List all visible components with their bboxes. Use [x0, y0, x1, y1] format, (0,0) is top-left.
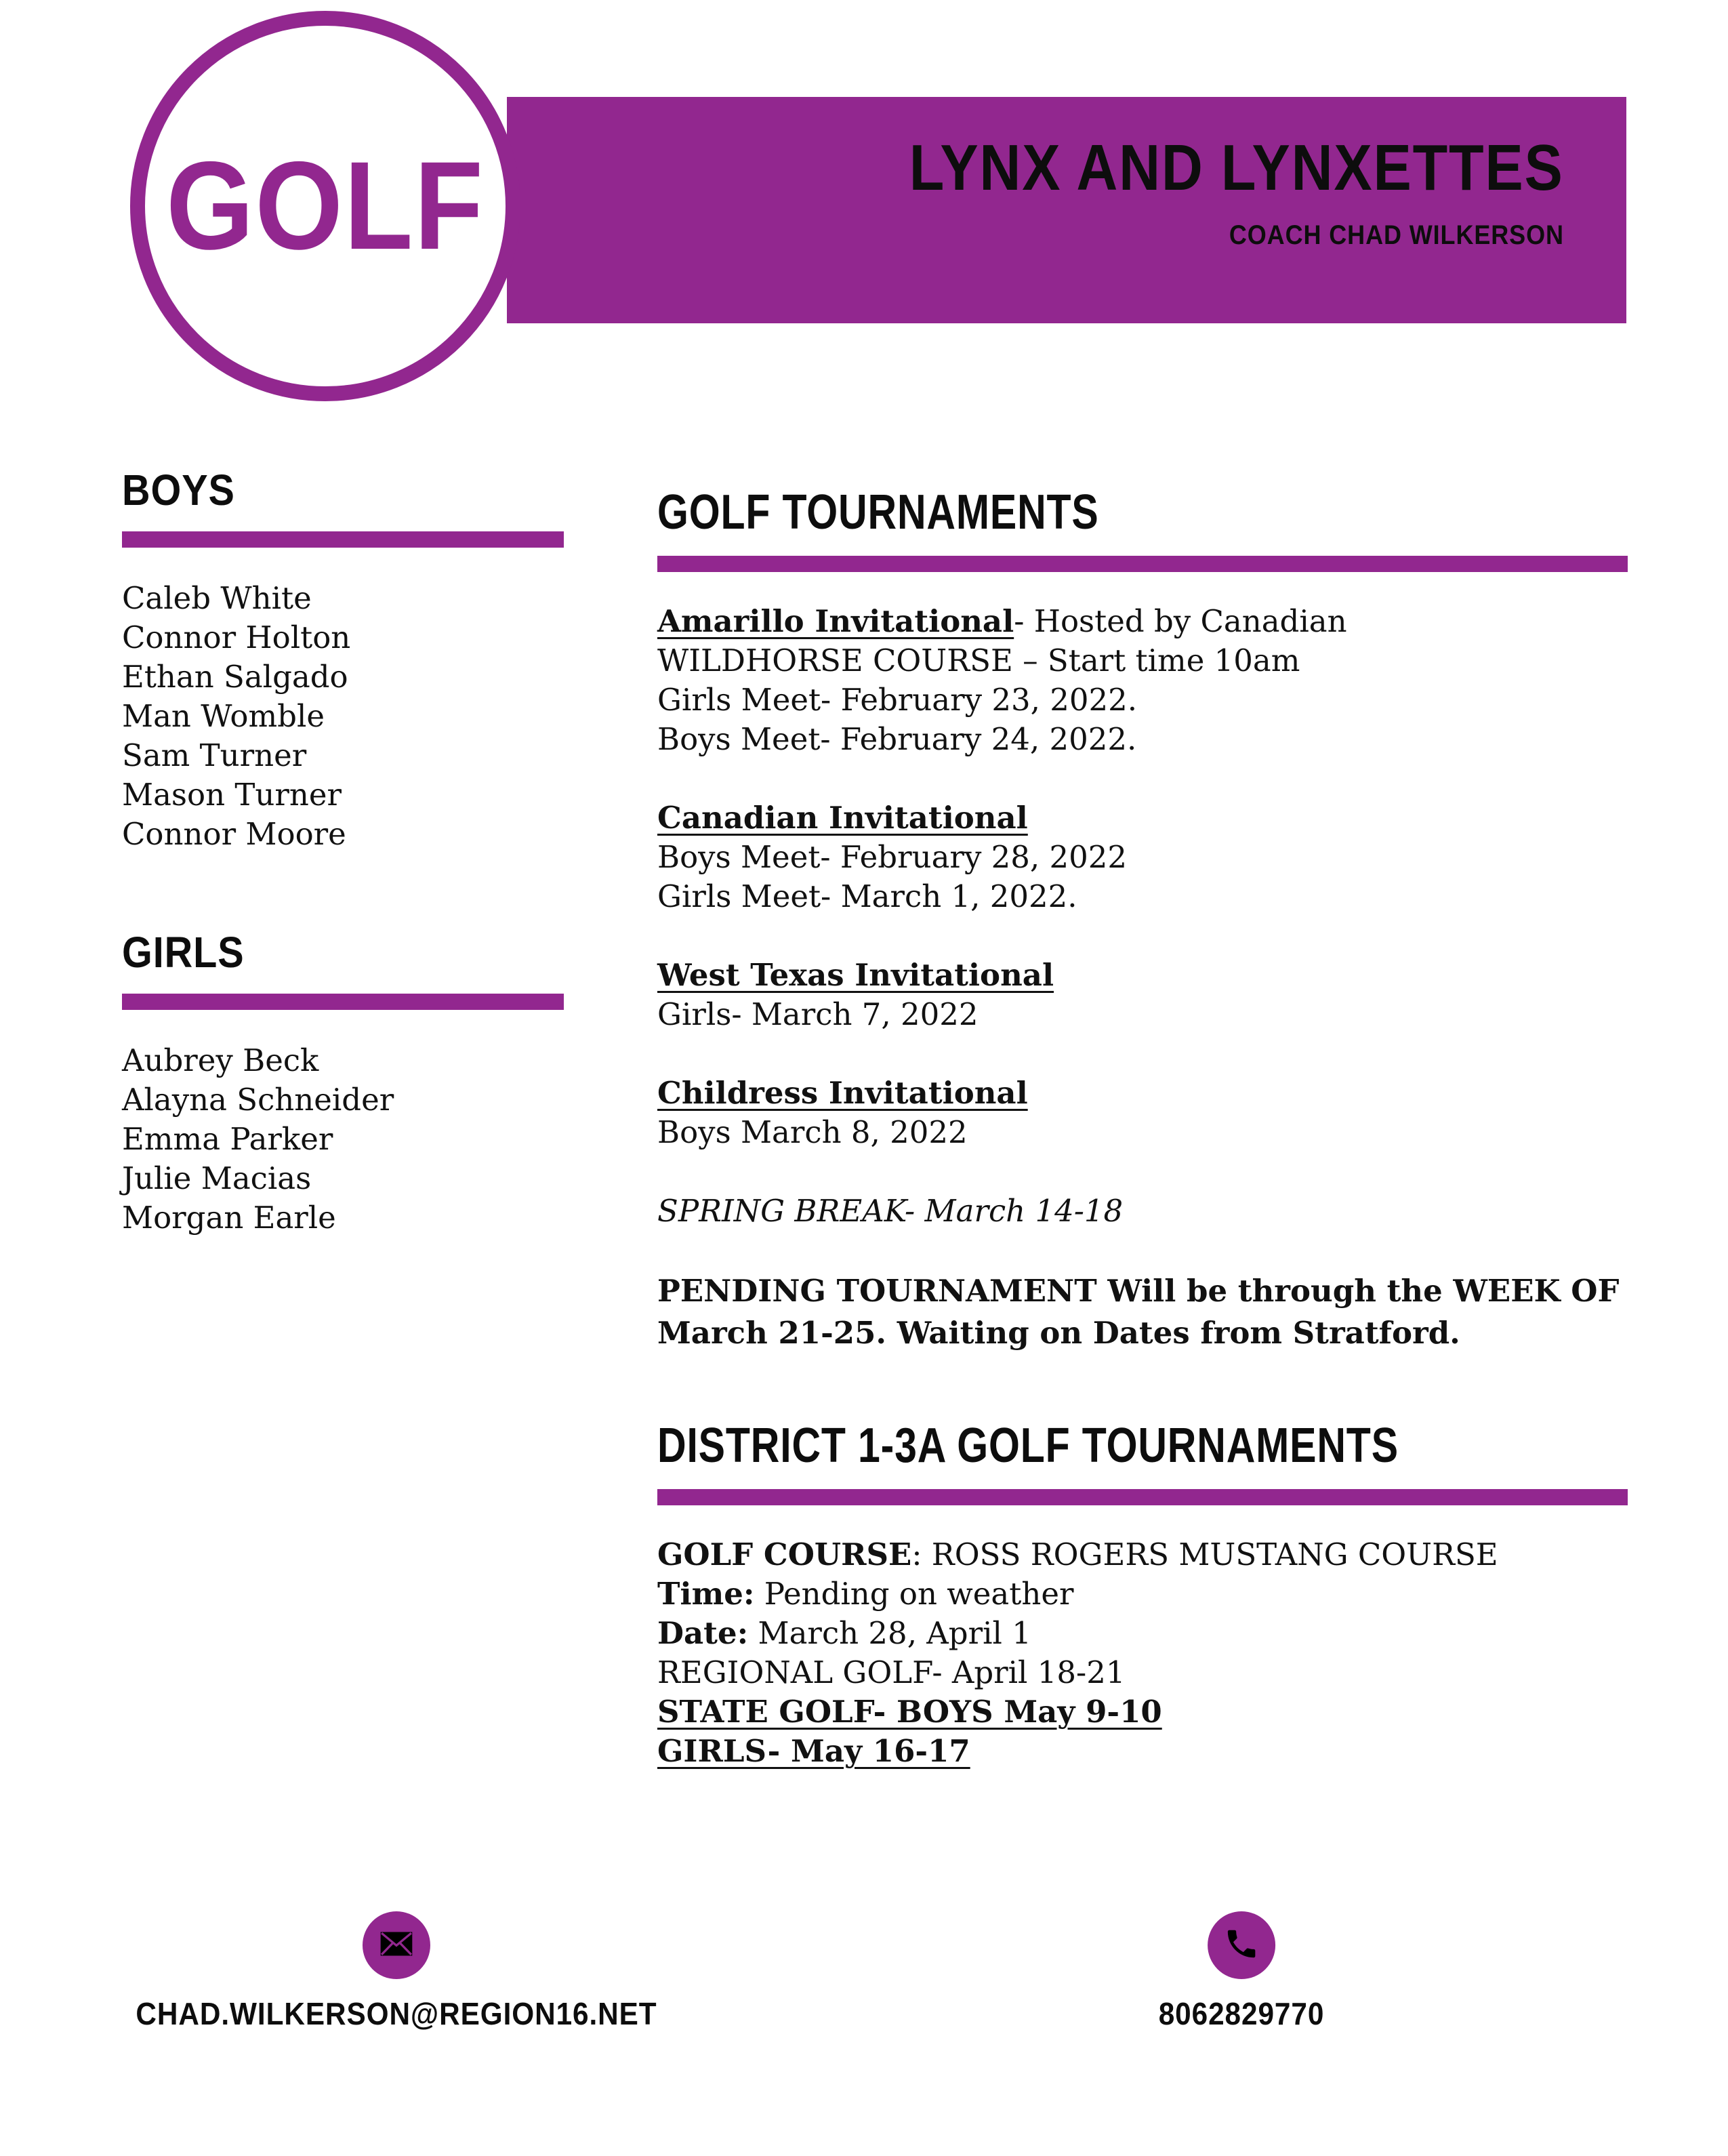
event-detail: Girls- March 7, 2022 — [657, 996, 979, 1032]
district-state-boys-line: STATE GOLF- BOYS May 9-10 — [657, 1694, 1162, 1730]
page-title: LYNX AND LYNXETTES — [909, 131, 1564, 204]
event-detail: Boys March 8, 2022 — [657, 1114, 968, 1150]
district-details — [657, 1535, 1628, 1771]
event-title-line — [657, 956, 1628, 995]
pending-line: March 21-25. Waiting on Dates from Stratford. — [657, 1315, 1460, 1351]
phone-icon — [1223, 1926, 1260, 1965]
girls-heading: GIRLS — [122, 928, 245, 977]
event-detail: Girls Meet- March 1, 2022. — [657, 878, 1077, 914]
district-date-line: Date: March 28, April 1 — [657, 1615, 1031, 1651]
list-item: Julie Macias — [122, 1160, 312, 1196]
event-name: Canadian Invitational — [657, 800, 1028, 836]
district-course-line: GOLF COURSE: ROSS ROGERS MUSTANG COURSE — [657, 1537, 1498, 1572]
boys-heading: BOYS — [122, 466, 235, 514]
list-item: Mason Turner — [122, 777, 342, 813]
phone-number: 8062829770 — [1158, 1996, 1325, 2031]
spring-break-note: SPRING BREAK- March 14-18 — [657, 1193, 1124, 1229]
pending-line: PENDING TOURNAMENT Will be through the WEEK OF — [657, 1273, 1620, 1309]
event-title-line — [657, 602, 1628, 641]
pending-tournament-note — [657, 1270, 1628, 1354]
envelope-icon — [377, 1925, 415, 1966]
event-name: West Texas Invitational — [657, 957, 1054, 993]
list-item: Morgan Earle — [122, 1200, 336, 1236]
header-banner — [507, 97, 1626, 323]
golf-logo-badge — [130, 11, 520, 401]
coach-subtitle: COACH CHAD WILKERSON — [1229, 220, 1564, 250]
roster-column — [122, 466, 564, 1238]
list-item: Connor Holton — [122, 619, 351, 655]
list-item: Man Womble — [122, 698, 325, 734]
girls-heading-rule — [122, 994, 564, 1010]
phone-icon-badge — [1208, 1911, 1275, 1979]
district-heading-rule — [657, 1489, 1628, 1505]
event-detail: Girls Meet- February 23, 2022. — [657, 682, 1138, 718]
list-item: Connor Moore — [122, 816, 346, 852]
boys-player-list — [122, 579, 564, 854]
list-item: Ethan Salgado — [122, 659, 348, 695]
tournament-event-canadian — [657, 798, 1628, 916]
event-detail: Boys Meet- February 24, 2022. — [657, 721, 1137, 757]
golf-logo-text: GOLF — [166, 136, 485, 276]
list-item: Emma Parker — [122, 1121, 333, 1157]
district-state-girls-line: GIRLS- May 16-17 — [657, 1733, 970, 1769]
golf-tournaments-rule — [657, 556, 1628, 572]
list-item: Aubrey Beck — [122, 1042, 319, 1078]
event-detail: WILDHORSE COURSE – Start time 10am — [657, 643, 1300, 678]
district-time-line: Time: Pending on weather — [657, 1576, 1074, 1612]
district-heading: DISTRICT 1-3A GOLF TOURNAMENTS — [657, 1419, 1399, 1473]
header-text-block — [820, 132, 1564, 251]
tournaments-column — [657, 485, 1628, 1771]
golf-tournaments-heading: GOLF TOURNAMENTS — [657, 485, 1099, 540]
event-name: Childress Invitational — [657, 1075, 1028, 1111]
email-contact — [113, 1911, 680, 2031]
event-suffix: - Hosted by Canadian — [1014, 603, 1347, 639]
boys-heading-rule — [122, 531, 564, 548]
list-item: Alayna Schneider — [122, 1082, 394, 1118]
list-item: Caleb White — [122, 580, 312, 616]
girls-player-list — [122, 1041, 564, 1238]
tournament-event-childress — [657, 1074, 1628, 1152]
district-regional-line: REGIONAL GOLF- April 18-21 — [657, 1654, 1126, 1690]
tournament-event-amarillo — [657, 602, 1628, 759]
list-item: Sam Turner — [122, 737, 307, 773]
email-address: CHAD.WILKERSON@REGION16.NET — [136, 1996, 657, 2031]
event-name: Amarillo Invitational — [657, 603, 1014, 639]
phone-contact — [1151, 1911, 1332, 2031]
event-detail: Boys Meet- February 28, 2022 — [657, 839, 1128, 875]
email-icon-badge — [363, 1911, 430, 1979]
event-title-line — [657, 798, 1628, 838]
event-title-line — [657, 1074, 1628, 1113]
tournament-event-west-texas — [657, 956, 1628, 1034]
